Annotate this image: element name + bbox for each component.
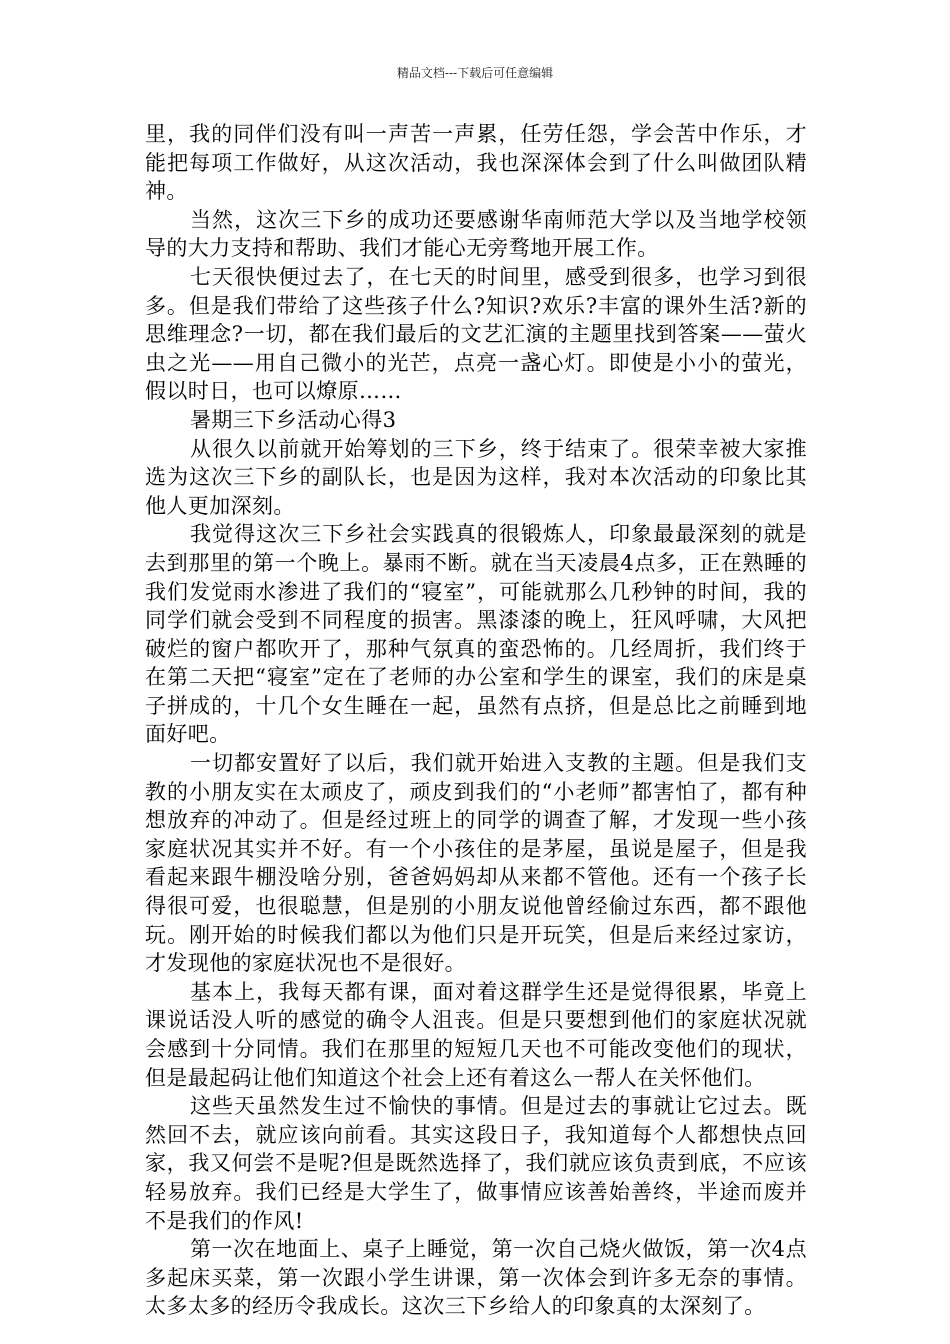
paragraph-7: 基本上，我每天都有课，面对着这群学生还是觉得很累，毕竟上课说话没人听的感觉的确令人沮丧。但是只要想到他们的家庭状况就会感到十分同情。我们在那里的短短几天也不可能改变他们的现状，但是最起码让他们知道这个社会上还有着这么一帮人在关怀他们。 [145, 979, 807, 1090]
paragraph-3: 七天很快便过去了，在七天的时间里，感受到很多，也学习到很多。但是我们带给了这些孩子什么?知识?欢乐?丰富的课外生活?新的思维理念?一切，都在我们最后的文艺汇演的主题里找到答案——萤火虫之光——用自己微小的光芒，点亮一盏心灯。即使是小小的萤光，假以时日，也可以燎原…… [145, 264, 807, 404]
paragraph-8: 这些天虽然发生过不愉快的事情。但是过去的事就让它过去。既然回不去，就应该向前看。其实这段日子，我知道每个人都想快点回家，我又何尝不是呢?但是既然选择了，我们就应该负责到底，不应该轻易放弃。我们已经是大学生了，做事情应该善始善终，半途而废并不是我们的作风! [145, 1094, 807, 1233]
section-heading: 暑期三下乡活动心得3 [190, 407, 397, 432]
paragraph-9: 第一次在地面上、桌子上睡觉，第一次自己烧火做饭，第一次4点多起床买菜，第一次跟小学生讲课，第一次体会到许多无奈的事情。太多太多的经历令我成长。这次三下乡给人的印象真的太深刻了。 [145, 1237, 807, 1319]
paragraph-6: 一切都安置好了以后，我们就开始进入支教的主题。但是我们支教的小朋友实在太顽皮了，顽皮到我们的“小老师”都害怕了，都有种想放弃的冲动了。但是经过班上的同学的调查了解，才发现一些小孩家庭状况其实并不好。有一个小孩住的是茅屋，虽说是屋子，但是我看起来跟牛棚没啥分别，爸爸妈妈却从来都不管他。还有一个孩子长得很可爱，也很聪慧，但是别的小朋友说他曾经偷过东西，都不跟他玩。刚开始的时候我们都以为他们只是开玩笑，但是后来经过家访，才发现他的家庭状况也不是很好。 [145, 751, 807, 976]
paragraph-1: 里，我的同伴们没有叫一声苦一声累，任劳任怨，学会苦中作乐，才能把每项工作做好，从这次活动，我也深深体会到了什么叫做团队精神。 [145, 122, 807, 204]
paragraph-2: 当然，这次三下乡的成功还要感谢华南师范大学以及当地学校领导的大力支持和帮助、我们才能心无旁骛地开展工作。 [145, 207, 807, 261]
paragraph-4: 从很久以前就开始筹划的三下乡，终于结束了。很荣幸被大家推选为这次三下乡的副队长，也是因为这样，我对本次活动的印象比其他人更加深刻。 [145, 436, 807, 518]
document-body [145, 120, 807, 1321]
paragraph-5: 我觉得这次三下乡社会实践真的很锻炼人，印象最最深刻的就是去到那里的第一个晚上。暴雨不断。就在当天凌晨4点多，正在熟睡的我们发觉雨水渗进了我们的“寝室”，可能就那么几秒钟的时间，我的同学们就会受到不同程度的损害。黑漆漆的晚上，狂风呼啸，大风把破烂的窗户都吹开了，那种气氛真的蛮恐怖的。几经周折，我们终于在第二天把“寝室”定在了老师的办公室和学生的课室，我们的床是桌子拼成的，十几个女生睡在一起，虽然有点挤，但是总比之前睡到地面好吧。 [145, 522, 807, 747]
page-header: 精品文档---下载后可任意编辑 [396, 66, 554, 80]
